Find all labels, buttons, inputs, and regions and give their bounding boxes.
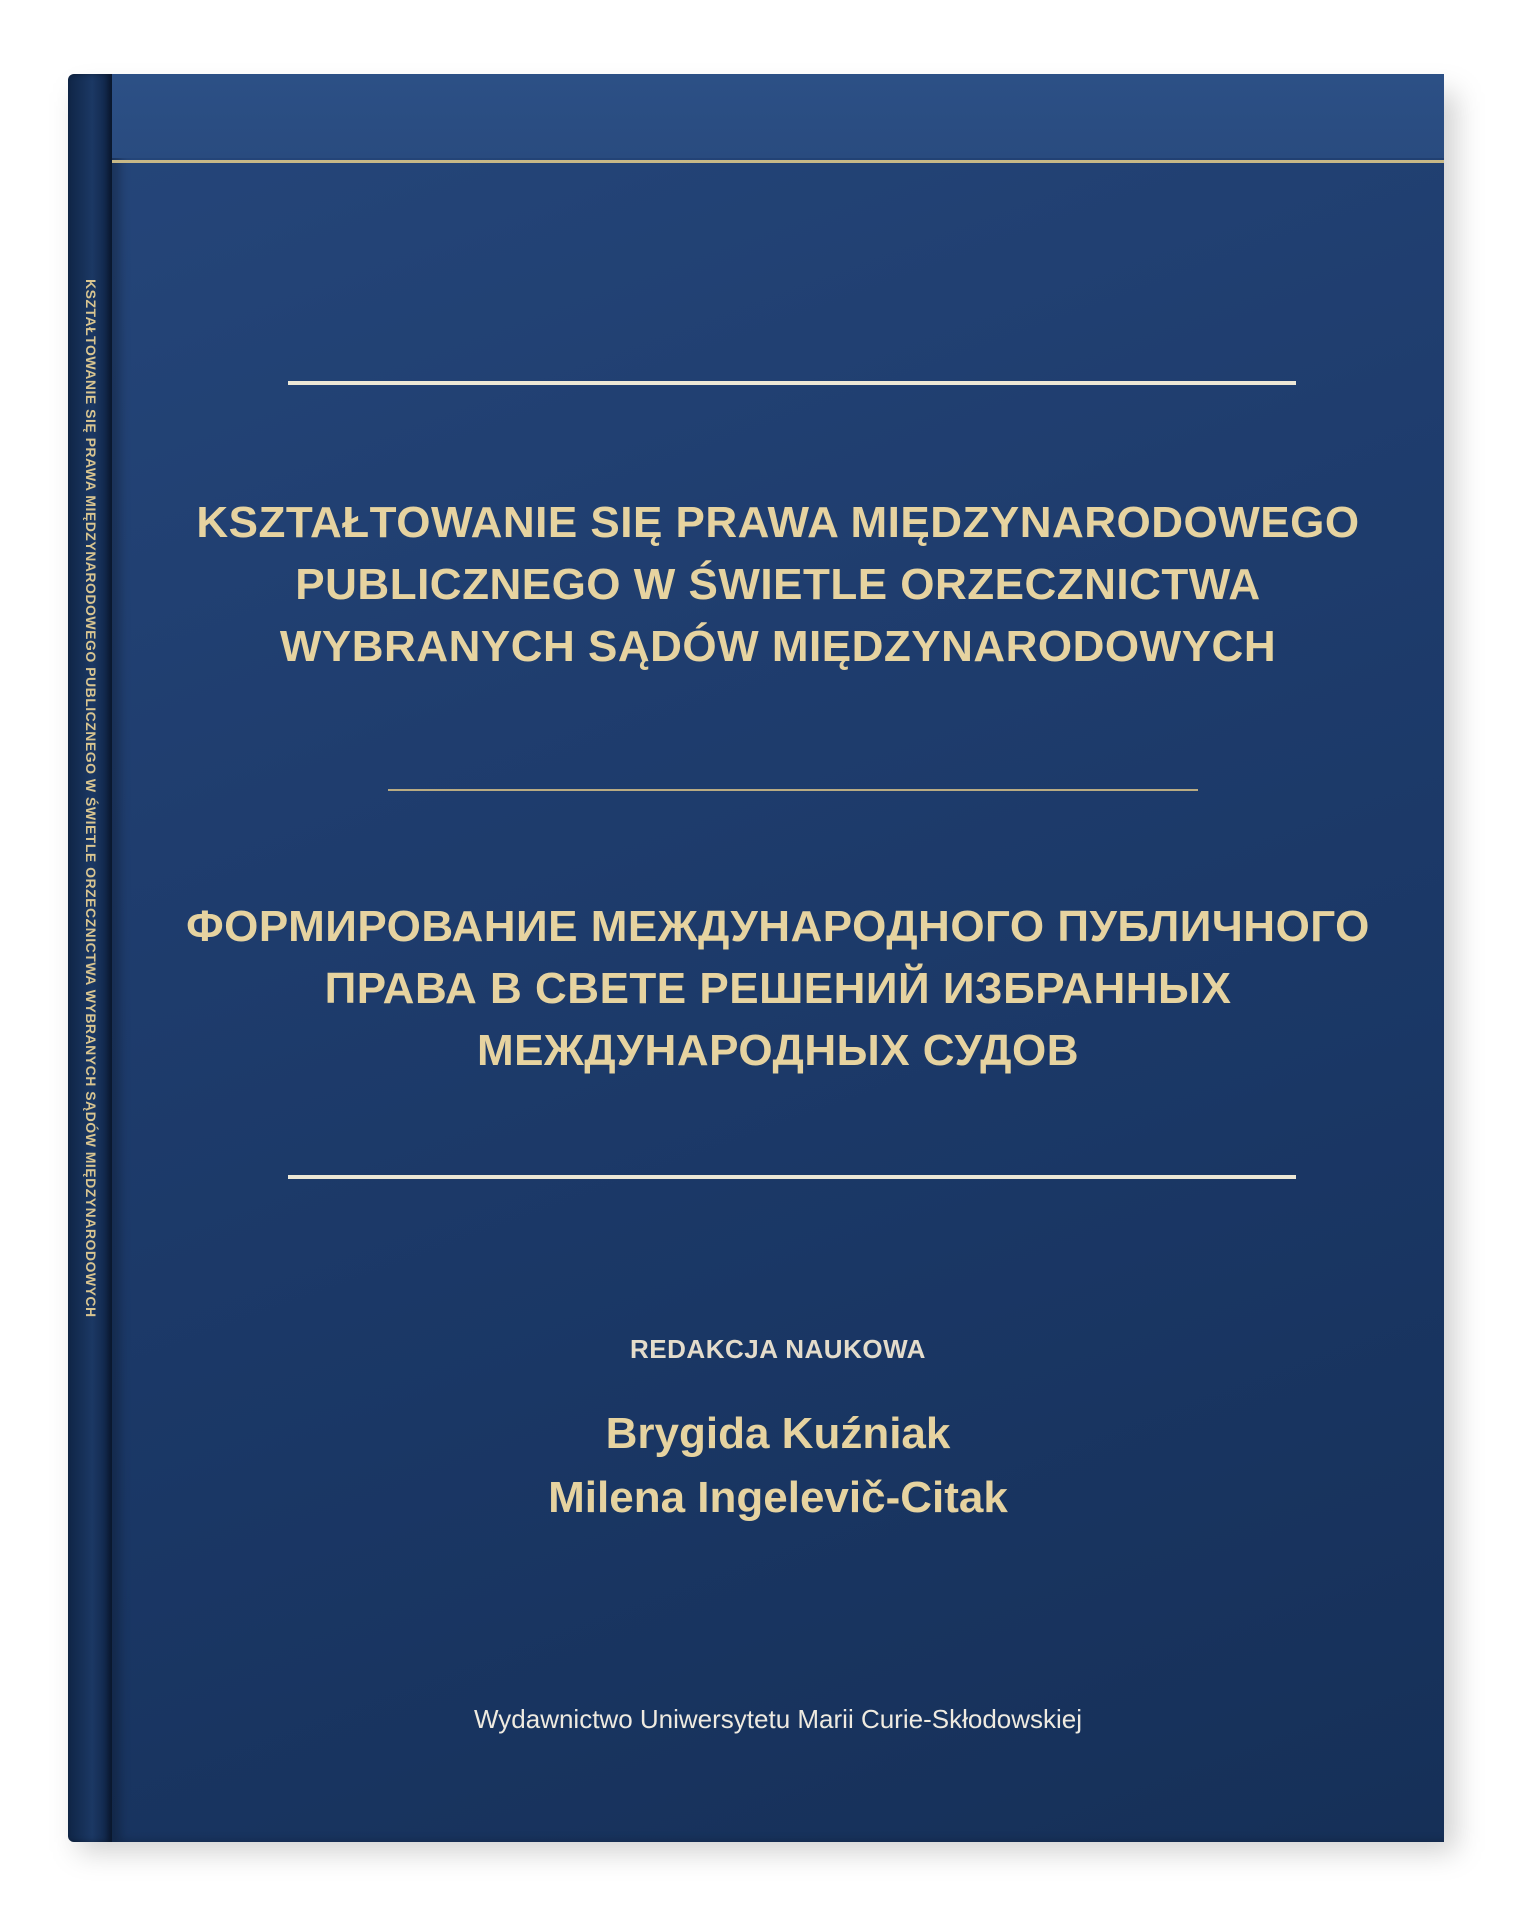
title-polish-line-3: WYBRANYCH SĄDÓW MIĘDZYNARODOWYCH <box>279 622 1277 671</box>
editor-1: Brygida Kuźniak <box>605 1409 951 1458</box>
publisher: Wydawnictwo Uniwersytetu Marii Curie-Skłodowskiej <box>473 1704 1083 1734</box>
top-gold-line <box>112 160 1444 163</box>
book <box>68 74 1444 1842</box>
title-russian <box>112 896 1444 1082</box>
title-russian-line-2: ПРАВА В СВЕТЕ РЕШЕНИЙ ИЗБРАННЫХ <box>324 964 1232 1013</box>
editors <box>112 1402 1444 1530</box>
top-band <box>112 74 1444 158</box>
title-russian-line-3: МЕЖДУНАРОДНЫХ СУДОВ <box>477 1026 1079 1075</box>
bottom-rule <box>288 1175 1296 1179</box>
title-polish <box>112 492 1444 678</box>
title-polish-line-1: KSZTAŁTOWANIE SIĘ PRAWA MIĘDZYNARODOWEGO <box>196 498 1360 547</box>
book-cover <box>112 74 1444 1842</box>
spine-title: KSZTAŁTOWANIE SIĘ PRAWA MIĘDZYNARODOWEGO PUBLICZNEGO W ŚWIETLE ORZECZNICTWA WYBRANYCH SĄDÓW MIĘDZYNARODOWYCH <box>83 279 99 1318</box>
book-spine <box>68 74 112 1842</box>
title-polish-line-2: PUBLICZNEGO W ŚWIETLE ORZECZNICTWA <box>295 560 1261 609</box>
top-rule <box>288 381 1296 385</box>
editorial-label: REDAKCJA NAUKOWA <box>630 1334 926 1364</box>
middle-rule <box>388 789 1198 791</box>
title-russian-line-1: ФОРМИРОВАНИЕ МЕЖДУНАРОДНОГО ПУБЛИЧНОГО <box>186 902 1370 951</box>
editor-2: Milena Ingelevič-Citak <box>548 1473 1008 1522</box>
